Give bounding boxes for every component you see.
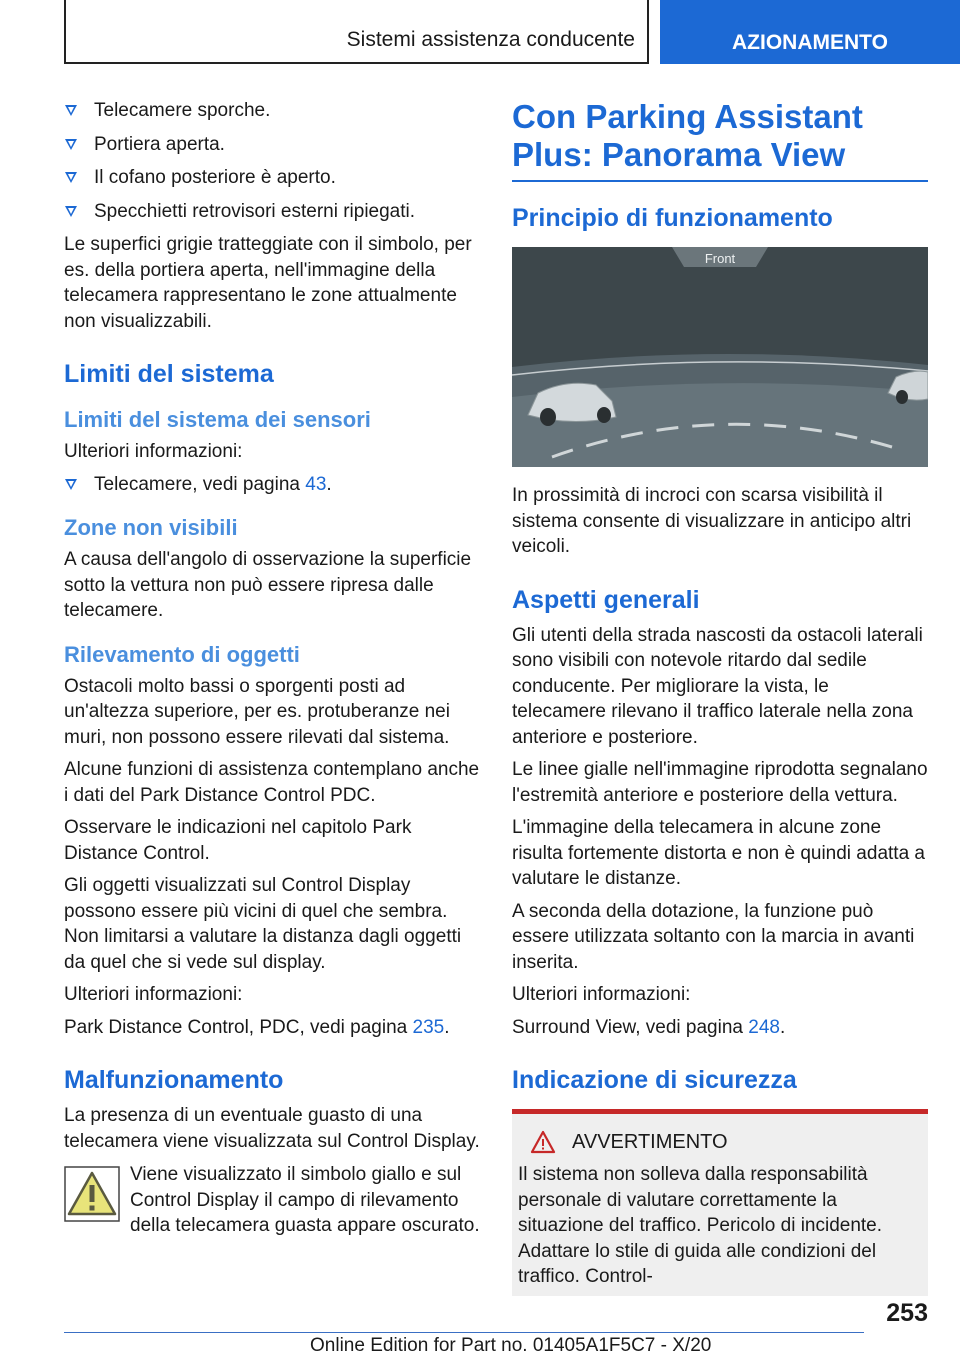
list-item: Telecamere, vedi pagina 43. — [64, 472, 480, 498]
principle-paragraph: In prossimità di incroci con scarsa visibilità il sistema consente di visualizzare in anticipo altri veicoli. — [512, 485, 912, 557]
right-column — [512, 98, 928, 1296]
object-paragraph-4: Gli oggetti visualizzati sul Control Display possono essere più vicini di quel che sembra. Non limitarsi a valutare la distanza dagli oggetti da quel che si vede sul display. — [64, 875, 462, 973]
hidden-zones-paragraph: A causa dell'angolo di osservazione la superficie sotto la vettura non può essere ripresa dalle telecamere. — [64, 549, 472, 621]
sensor-limits-heading: Limiti del sistema dei sensori — [64, 407, 371, 432]
object-paragraph-3: Osservare le indicazioni nel capitolo Park Distance Control. — [64, 817, 412, 864]
footer-divider — [64, 1332, 864, 1333]
more-info-label: Ulteriori informazioni: — [64, 441, 243, 462]
list-item: Specchietti retrovisori esterni ripiegati. — [64, 199, 480, 225]
more-info-label: Ulteriori informazioni: — [64, 984, 243, 1005]
malfunction-paragraph: La presenza di un eventuale guasto di una telecamera viene visualizzata sul Control Display. — [64, 1105, 480, 1152]
list-item: Telecamere sporche. — [64, 98, 480, 124]
panorama-view-image — [512, 247, 928, 467]
triangle-bullet-icon — [65, 105, 77, 116]
footer-edition: Online Edition for Part no. 01405A1F5C7 - X/20 — [310, 1335, 712, 1356]
panorama-camera-illustration — [512, 247, 928, 467]
triangle-bullet-icon — [65, 206, 77, 217]
sensor-bullet-list — [64, 472, 480, 498]
warning-text: Il sistema non solleva dalla responsabilità personale di valutare correttamente la situazione del traffico. Pericolo di incidente. Adattare lo stile di guida alle condizioni del traffico. Control- — [518, 1164, 883, 1287]
left-column — [64, 98, 480, 1246]
surround-view-reference: Surround View, vedi pagina 248. — [512, 1016, 786, 1038]
page-number: 253 — [886, 1299, 928, 1327]
triangle-bullet-icon — [65, 139, 77, 150]
header-section-title: Sistemi assistenza conducente — [346, 28, 635, 51]
general-paragraph-1: Gli utenti della strada nascosti da ostacoli laterali sono visibili con notevole ritardo dal sedile conducente. Per migliorare la vista, le telecamere rilevano il traffico laterale nella zona anteriore e posteriore. — [512, 624, 923, 748]
front-view-label: Front — [704, 251, 736, 266]
page-link-235[interactable]: 235 — [412, 1016, 445, 1038]
panorama-view-heading: Con Parking Assistant Plus: Panorama View — [512, 98, 928, 182]
general-paragraph-3: L'immagine della telecamera in alcune zone risulta fortemente distorta e non è quindi adatta a valutare le distanze. — [512, 817, 925, 889]
triangle-bullet-icon — [65, 479, 77, 490]
general-heading: Aspetti generali — [512, 585, 700, 614]
triangle-bullet-icon — [65, 172, 77, 183]
general-paragraph-2: Le linee gialle nell'immagine riprodotta segnalano l'estremità anteriore e posteriore della vettura. — [512, 759, 928, 806]
list-item: Portiera aperta. — [64, 132, 480, 158]
hidden-zones-heading: Zone non visibili — [64, 515, 238, 540]
page-link-248[interactable]: 248 — [748, 1016, 780, 1038]
yellow-warning-icon — [64, 1166, 120, 1222]
system-limits-heading: Limiti del sistema — [64, 360, 274, 388]
page-link-43[interactable]: 43 — [305, 473, 327, 495]
warning-box — [512, 1109, 928, 1296]
object-detection-heading: Rilevamento di oggetti — [64, 641, 300, 667]
header-chapter-tab: AZIONAMENTO — [660, 0, 960, 64]
object-paragraph-1: Ostacoli molto bassi o sporgenti posti ad un'altezza superiore, per es. protuberanze nei muri, non possono essere rilevati dal sistema. — [64, 675, 450, 748]
object-paragraph-2: Alcune funzioni di assistenza contemplano anche i dati del Park Distance Control PDC. — [64, 759, 480, 806]
warning-title: AVVERTIMENTO — [518, 1130, 922, 1154]
header-section-box — [64, 0, 649, 64]
list-item: Il cofano posteriore è aperto. — [64, 165, 480, 191]
general-paragraph-4: A seconda della dotazione, la funzione può essere utilizzata soltanto con la marcia in avanti inserita. — [512, 900, 915, 973]
more-info-label: Ulteriori informazioni: — [512, 984, 691, 1005]
malfunction-symbol-note — [64, 1162, 480, 1239]
grey-areas-paragraph: Le superfici grigie tratteggiate con il simbolo, per es. della portiera aperta, nell'immagine della telecamera rappresentano le zone attualmente non visualizzabili. — [64, 234, 472, 332]
malfunction-heading: Malfunzionamento — [64, 1066, 284, 1094]
red-warning-triangle-icon — [530, 1130, 556, 1154]
visibility-bullet-list — [64, 98, 480, 224]
pdc-reference: Park Distance Control, PDC, vedi pagina 235. — [64, 1016, 450, 1038]
safety-heading: Indicazione di sicurezza — [512, 1066, 797, 1094]
principle-heading: Principio di funzionamento — [512, 204, 833, 232]
malfunction-symbol-text: Viene visualizzato il simbolo giallo e sul Control Display il campo di rilevamento della telecamera guasta appare oscurato. — [130, 1164, 480, 1236]
